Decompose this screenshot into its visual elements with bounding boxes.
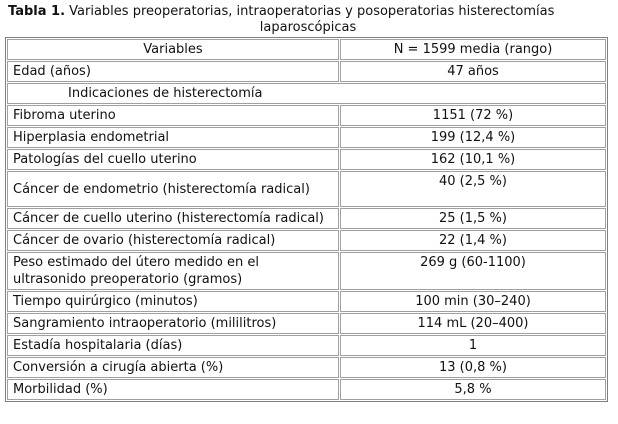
row-value: 114 mL (20–400) <box>340 313 606 334</box>
caption-text-line1: Variables preoperatorias, intraoperatorias y posoperatorias histerectomías <box>65 4 555 19</box>
row-label: Cáncer de cuello uterino (histerectomía radical) <box>7 208 339 229</box>
row-value: 13 (0,8 %) <box>340 357 606 378</box>
table-row <box>7 230 606 251</box>
table-row <box>7 61 606 82</box>
header-cell-variables: Variables <box>7 39 339 60</box>
row-label: Conversión a cirugía abierta (%) <box>7 357 339 378</box>
row-label: Edad (años) <box>7 61 339 82</box>
header-cell-value: N = 1599 media (rango) <box>340 39 606 60</box>
caption-text-line2: laparoscópicas <box>259 20 357 35</box>
row-value: 22 (1,4 %) <box>340 230 606 251</box>
table-row <box>7 149 606 170</box>
table-row <box>7 313 606 334</box>
section-heading-row <box>7 83 606 104</box>
row-label: Morbilidad (%) <box>7 379 339 400</box>
row-label: Patologías del cuello uterino <box>7 149 339 170</box>
caption-label: Tabla 1. <box>8 4 66 19</box>
row-label: Tiempo quirúrgico (minutos) <box>7 291 339 312</box>
table-header-row <box>7 39 606 60</box>
row-value: 162 (10,1 %) <box>340 149 606 170</box>
table-row <box>7 105 606 126</box>
row-value: 5,8 % <box>340 379 606 400</box>
row-value: 199 (12,4 %) <box>340 127 606 148</box>
row-label: Estadía hospitalaria (días) <box>7 335 339 356</box>
row-value: 47 años <box>340 61 606 82</box>
table-row <box>7 357 606 378</box>
table-row <box>7 335 606 356</box>
row-value: 1151 (72 %) <box>340 105 606 126</box>
table-row <box>7 127 606 148</box>
row-value: 40 (2,5 %) <box>340 171 606 207</box>
row-label: Peso estimado del útero medido en el ultrasonido preoperatorio (gramos) <box>7 252 339 290</box>
row-value: 25 (1,5 %) <box>340 208 606 229</box>
row-label: Sangramiento intraoperatorio (mililitros) <box>7 313 339 334</box>
row-label: Cáncer de ovario (histerectomía radical) <box>7 230 339 251</box>
row-label: Hiperplasia endometrial <box>7 127 339 148</box>
row-label: Fibroma uterino <box>7 105 339 126</box>
indications-heading: Indicaciones de histerectomía <box>7 83 606 104</box>
row-value: 269 g (60-1100) <box>340 252 606 290</box>
variables-table <box>5 37 608 402</box>
table-row <box>7 291 606 312</box>
table-row <box>7 208 606 229</box>
row-value: 100 min (30–240) <box>340 291 606 312</box>
row-value: 1 <box>340 335 606 356</box>
table-row <box>7 171 606 207</box>
row-label: Cáncer de endometrio (histerectomía radical) <box>7 171 339 207</box>
table-row <box>7 252 606 290</box>
table-caption <box>8 4 608 36</box>
table-row <box>7 379 606 400</box>
